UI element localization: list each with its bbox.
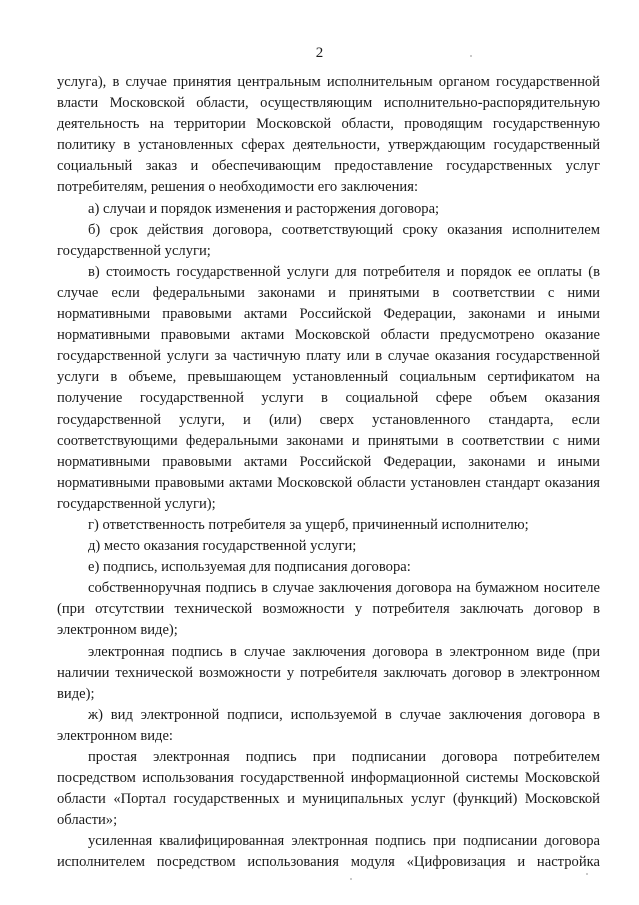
- paragraph-item-g: г) ответственность потребителя за ущерб, причиненный исполнителю;: [88, 516, 529, 533]
- paragraph-handwritten-signature: собственноручная подпись в случае заключения договора на бумажном носителе (при отсутствии технической возможности у потребителя заключать договор в электронном виде);: [57, 580, 600, 639]
- paragraph-simple-signature: простая электронная подпись при подписании договора потребителем посредством использования государственной информационной системы Московской области «Портал государственных и муниципальных услуг (функций) Московской области»;: [57, 749, 600, 829]
- scan-speck: [350, 878, 352, 880]
- scan-speck: [470, 55, 472, 57]
- paragraph-item-d: д) место оказания государственной услуги;: [88, 538, 357, 555]
- paragraph-item-a: а) случаи и порядок изменения и расторжения договора;: [88, 200, 440, 217]
- paragraph-item-zh: ж) вид электронной подписи, используемой в случае заключения договора в электронном виде:: [57, 706, 600, 744]
- paragraph-item-v: в) стоимость государственной услуги для потребителя и порядок ее оплаты (в случае если федеральными законами и принятыми в соответствии с ними нормативными правовыми актами Российской Федерации, законами и иными нормативными правовыми актами Московской области предусмотрено оказание государственной услуги за частичную плату или в случае оказания государственной услуги в объеме, превышающем установленный социальным сертификатом на получение государственной услуги в социальной сфере объем оказания государственной услуги, и (или) сверх установленного стандарта, если соответствующими федеральными законами и принятыми в соответствии с ними нормативными правовыми актами Российской Федерации, законами и иными нормативными правовыми актами Московской области установлен стандарт оказания государственной услуги);: [57, 263, 600, 512]
- paragraph-intro: услуга), в случае принятия центральным исполнительным органом государственной власти Московской области, осуществляющим исполнительно-распорядительную деятельность на территории Московской области, проводящим государственную политику в установленных сферах деятельности, утверждающим государственный социальный заказ и обеспечивающим предоставление государственных услуг потребителям, решения о необходимости его заключения:: [57, 74, 600, 196]
- scan-speck: [586, 873, 588, 875]
- paragraph-item-b: б) срок действия договора, соответствующий сроку оказания исполнителем государственной услуги;: [57, 221, 600, 259]
- paragraph-qualified-signature: усиленная квалифицированная электронная подпись при подписании договора исполнителем посредством использования модуля «Цифровизация и настройка: [57, 833, 600, 871]
- document-body: [57, 72, 600, 874]
- paragraph-item-e: е) подпись, используемая для подписания договора:: [88, 559, 411, 576]
- page-number: 2: [315, 45, 324, 61]
- paragraph-electronic-signature: электронная подпись в случае заключения договора в электронном виде (при наличии технической возможности у потребителя заключать договор в электронном виде);: [57, 643, 600, 702]
